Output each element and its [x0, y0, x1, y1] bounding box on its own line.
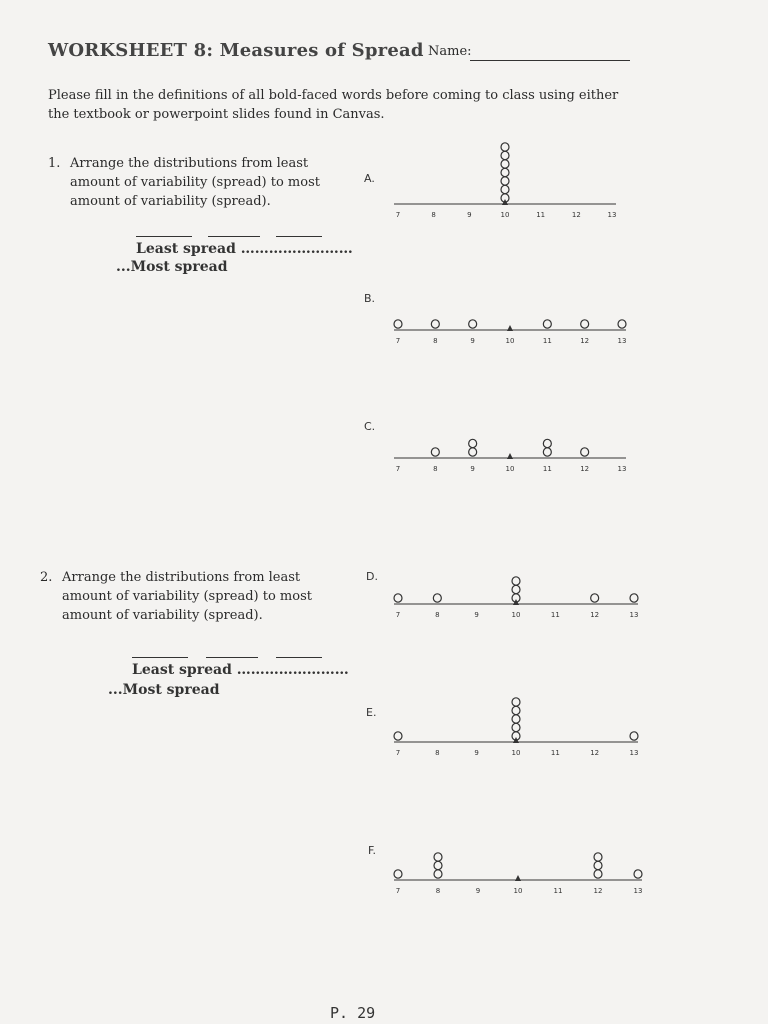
axis-tick-label: 9	[475, 887, 481, 895]
data-point	[469, 448, 477, 456]
data-point	[543, 320, 551, 328]
axis-tick-label: 11	[542, 337, 552, 345]
axis-tick-label: 10	[505, 337, 515, 345]
axis-tick-label: 10	[505, 465, 515, 473]
data-point	[469, 320, 477, 328]
axis-tick-label: 12	[580, 465, 590, 473]
least-spread-label: Least spread ……………………	[132, 662, 349, 678]
question-number: 1.	[48, 156, 61, 171]
mean-marker	[502, 199, 508, 205]
axis-tick-label: 12	[593, 887, 603, 895]
axis-tick-label: 9	[474, 611, 479, 619]
axis-tick-label: 8	[433, 465, 438, 473]
distribution-label: F.	[368, 844, 377, 857]
axis-tick-label: 8	[435, 887, 441, 895]
data-point	[512, 732, 520, 740]
least-spread-label: Least spread ……………………	[136, 241, 353, 257]
axis-tick-label: 13	[607, 211, 617, 219]
distribution-label: E.	[366, 706, 377, 719]
data-point	[433, 594, 441, 602]
axis-tick-label: 11	[550, 749, 560, 757]
data-point	[512, 723, 520, 731]
axis-tick-label: 11	[553, 887, 563, 895]
distribution-label: B.	[364, 292, 376, 305]
data-point	[501, 143, 509, 151]
data-point	[594, 853, 602, 861]
axis-tick-label: 13	[633, 887, 643, 895]
axis-tick-label: 8	[435, 749, 440, 757]
axis-tick-label: 9	[467, 211, 472, 219]
data-point	[581, 320, 589, 328]
answer-blank-2[interactable]	[208, 236, 260, 237]
data-point	[543, 439, 551, 447]
data-point	[394, 594, 402, 602]
mean-marker	[515, 875, 521, 881]
axis-tick-label: 11	[536, 211, 546, 219]
data-point	[434, 870, 442, 878]
question-text: Arrange the distributions from least amount of variability (spread) to most amount of variability (spread).	[70, 156, 320, 209]
axis-tick-label: 7	[395, 465, 401, 473]
answer-blank-1[interactable]	[132, 657, 188, 658]
data-point	[394, 870, 402, 878]
data-point	[594, 870, 602, 878]
axis-tick-label: 7	[395, 611, 401, 619]
data-point	[394, 732, 402, 740]
answer-blank-3[interactable]	[276, 236, 322, 237]
most-spread-label: ...Most spread	[108, 682, 220, 698]
axis-tick-label: 9	[470, 337, 475, 345]
axis-tick-label: 9	[474, 749, 479, 757]
data-point	[512, 715, 520, 723]
axis-tick-label: 9	[470, 465, 475, 473]
data-point	[512, 577, 520, 585]
axis-tick-label: 10	[511, 611, 521, 619]
question-1	[48, 154, 348, 214]
data-point	[431, 320, 439, 328]
instructions: Please fill in the definitions of all bold-faced words before coming to class using either the textbook or powerpoint slides found in Canvas.	[48, 88, 619, 122]
mean-marker	[513, 599, 519, 605]
data-point	[501, 185, 509, 193]
data-point	[512, 698, 520, 706]
axis-tick-label: 8	[433, 337, 438, 345]
question-2	[40, 568, 340, 628]
axis-tick-label: 7	[395, 887, 401, 895]
data-point	[512, 594, 520, 602]
name-label: Name:	[428, 44, 472, 59]
axis-tick-label: 12	[571, 211, 581, 219]
axis-tick-label: 7	[395, 749, 401, 757]
axis-tick-label: 11	[542, 465, 552, 473]
page-number: P. 29	[330, 1004, 376, 1022]
distribution-label: D.	[366, 570, 378, 583]
data-point	[394, 320, 402, 328]
axis-tick-label: 8	[431, 211, 436, 219]
data-point	[501, 151, 509, 159]
mean-marker	[507, 325, 513, 331]
axis-tick-label: 7	[395, 337, 401, 345]
most-spread-label: ...Most spread	[116, 259, 228, 275]
worksheet-title: WORKSHEET 8: Measures of Spread	[48, 40, 424, 61]
data-point	[634, 870, 642, 878]
data-point	[434, 853, 442, 861]
axis-tick-label: 7	[395, 211, 401, 219]
axis-tick-label: 13	[629, 611, 639, 619]
distribution-label: A.	[364, 172, 375, 185]
mean-marker	[513, 737, 519, 743]
data-point	[512, 706, 520, 714]
question-text: Arrange the distributions from least amount of variability (spread) to most amount of variability (spread).	[62, 570, 312, 623]
answer-blank-1[interactable]	[136, 236, 192, 237]
mean-marker	[507, 453, 513, 459]
data-point	[501, 194, 509, 202]
data-point	[431, 448, 439, 456]
data-point	[469, 439, 477, 447]
data-point	[591, 594, 599, 602]
data-point	[434, 861, 442, 869]
axis-tick-label: 12	[580, 337, 590, 345]
axis-tick-label: 13	[617, 465, 627, 473]
data-point	[630, 594, 638, 602]
axis-tick-label: 10	[500, 211, 510, 219]
distribution-label: C.	[364, 420, 376, 433]
axis-tick-label: 13	[617, 337, 627, 345]
axis-tick-label: 10	[511, 749, 521, 757]
data-point	[501, 177, 509, 185]
name-input-line[interactable]	[470, 60, 630, 61]
answer-blank-3[interactable]	[276, 657, 322, 658]
data-point	[543, 448, 551, 456]
data-point	[594, 861, 602, 869]
data-point	[581, 448, 589, 456]
data-point	[512, 585, 520, 593]
question-number: 2.	[40, 570, 53, 585]
data-point	[501, 160, 509, 168]
data-point	[618, 320, 626, 328]
data-point	[630, 732, 638, 740]
axis-tick-label: 12	[590, 611, 600, 619]
data-point	[501, 168, 509, 176]
axis-tick-label: 8	[435, 611, 440, 619]
axis-tick-label: 10	[513, 887, 523, 895]
answer-blank-2[interactable]	[206, 657, 258, 658]
axis-tick-label: 11	[550, 611, 560, 619]
axis-tick-label: 12	[590, 749, 600, 757]
axis-tick-label: 13	[629, 749, 639, 757]
